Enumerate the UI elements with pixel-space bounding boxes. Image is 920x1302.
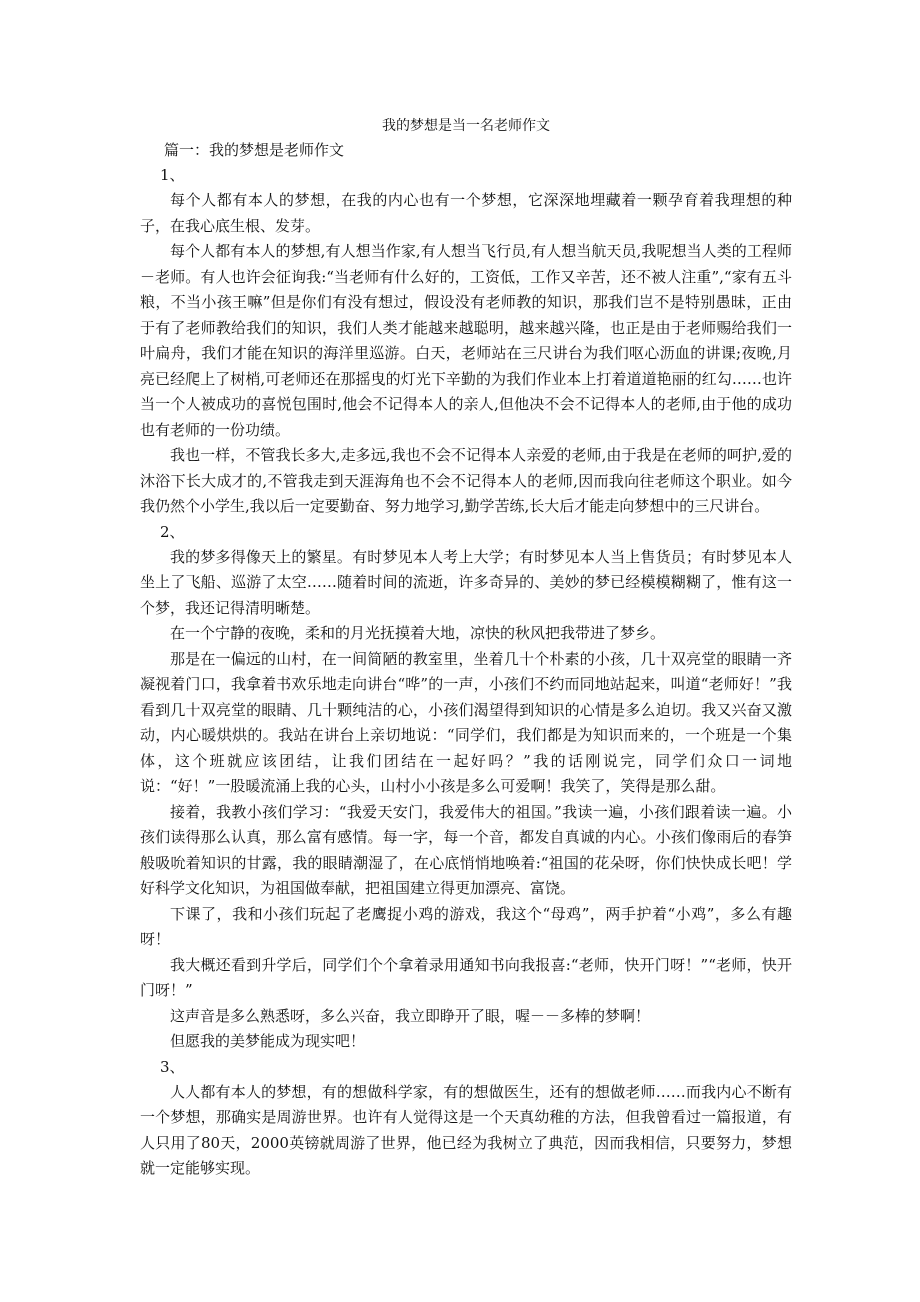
paragraph: 接着，我教小孩们学习：“我爱天安门，我爱伟大的祖国。”我读一遍，小孩们跟着读一遍。小孩们读得那么认真，那么富有感情。每一字，每一个音，都发自真诚的内心。小孩们像雨后的春笋般吸吮着知识的甘露，我的眼睛潮湿了，在心底悄悄地唤着:“祖国的花朵呀，你们快快成长吧！学好科学文化知识，为祖国做奉献，把祖国建立得更加漂亮、富饶。 [140, 802, 792, 897]
paragraph: 但愿我的美梦能成为现实吧！ [170, 1032, 366, 1050]
section-number: 3、 [160, 1057, 185, 1076]
section-number: 1、 [160, 166, 185, 184]
paragraph: 每个人都有本人的梦想,有人想当作家,有人想当飞行员,有人想当航天员,我呢想当人类的工程师－老师。有人也许会征询我:“当老师有什么好的，工资低，工作又辛苦，还不被人注重”,“家有五斗粮，不当小孩王嘛”但是你们有没有想过，假设没有老师教的知识，那我们岂不是特别愚昧，正由于有了老师教给我们的知识，我们人类才能越来越聪明，越来越兴隆，也正是由于老师赐给我们一叶扁舟，我们才能在知识的海洋里巡游。白天，老师站在三尺讲台为我们呕心沥血的讲课;夜晚,月亮已经爬上了树梢,可老师还在那摇曳的灯光下辛勤的为我们作业本上打着道道艳丽的红勾……也许当一个人被成功的喜悦包围时,他会不记得本人的亲人,但他决不会不记得本人的老师,由于他的成功也有老师的一份功绩。 [140, 242, 792, 439]
paragraph: 我的梦多得像天上的繁星。有时梦见本人考上大学；有时梦见本人当上售货员；有时梦见本人坐上了飞船、巡游了太空……随着时间的流逝，许多奇异的、美妙的梦已经模模糊糊了，惟有这一个梦，我还记得清明晰楚。 [140, 547, 792, 617]
paragraph: 我大概还看到升学后，同学们个个拿着录用通知书向我报喜:“老师，快开门呀！”“老师，快开门呀！” [140, 955, 792, 999]
section-number: 2、 [160, 522, 185, 541]
document-body [140, 114, 792, 1182]
paragraph: 那是在一偏远的山村，在一间简陋的教室里，坐着几十个朴素的小孩，几十双亮堂的眼睛一齐凝视着门口，我拿着书欢乐地走向讲台“哗”的一声，小孩们不约而同地站起来，叫道“老师好！”我看到几十双亮堂的眼睛、几十颗纯洁的心，小孩们渴望得到知识的心情是多么迫切。我又兴奋又激动，内心暖烘烘的。我站在讲台上亲切地说：“同学们，我们都是为知识而来的，一个班是一个集体，这个班就应该团结，让我们团结在一起好吗？”我的话刚说完，同学们众口一词地说：“好！”一股暖流涌上我的心头，山村小小孩是多么可爱啊！我笑了，笑得是那么甜。 [140, 649, 792, 795]
paragraph: 在一个宁静的夜晚，柔和的月光抚摸着大地，凉快的秋风把我带进了梦乡。 [170, 624, 666, 642]
paragraph: 我也一样，不管我长多大,走多远,我也不会不记得本人亲爱的老师,由于我是在老师的呵护,爱的沐浴下长大成才的,不管我走到天涯海角也不会不记得本人的老师,因而我向往老师这个职业。如今我仍然个小学生,我以后一定要勤奋、努力地学习,勤学苦练,长大后才能走向梦想中的三尺讲台。 [140, 446, 792, 515]
paragraph: 每个人都有本人的梦想，在我的内心也有一个梦想，它深深地埋藏着一颗孕育着我理想的种子，在我心底生根、发芽。 [140, 191, 792, 235]
paragraph: 这声音是多么熟悉呀，多么兴奋，我立即睁开了眼，喔－－多棒的梦啊！ [170, 1006, 651, 1025]
document-subtitle: 篇一：我的梦想是老师作文 [164, 141, 345, 159]
paragraph: 人人都有本人的梦想，有的想做科学家，有的想做医生，还有的想做老师……而我内心不断有一个梦想，那确实是周游世界。也许有人觉得这是一个天真幼稚的方法，但我曾看过一篇报道，有人只用了80天，2000英镑就周游了世界，他已经为我树立了典范，因而我相信，只要努力，梦想就一定能够实现。 [140, 1082, 792, 1177]
paragraph: 下课了，我和小孩们玩起了老鹰捉小鸡的游戏，我这个“母鸡”，两手护着“小鸡”，多么有趣呀！ [140, 904, 792, 948]
document-title: 我的梦想是当一名老师作文 [382, 118, 550, 134]
